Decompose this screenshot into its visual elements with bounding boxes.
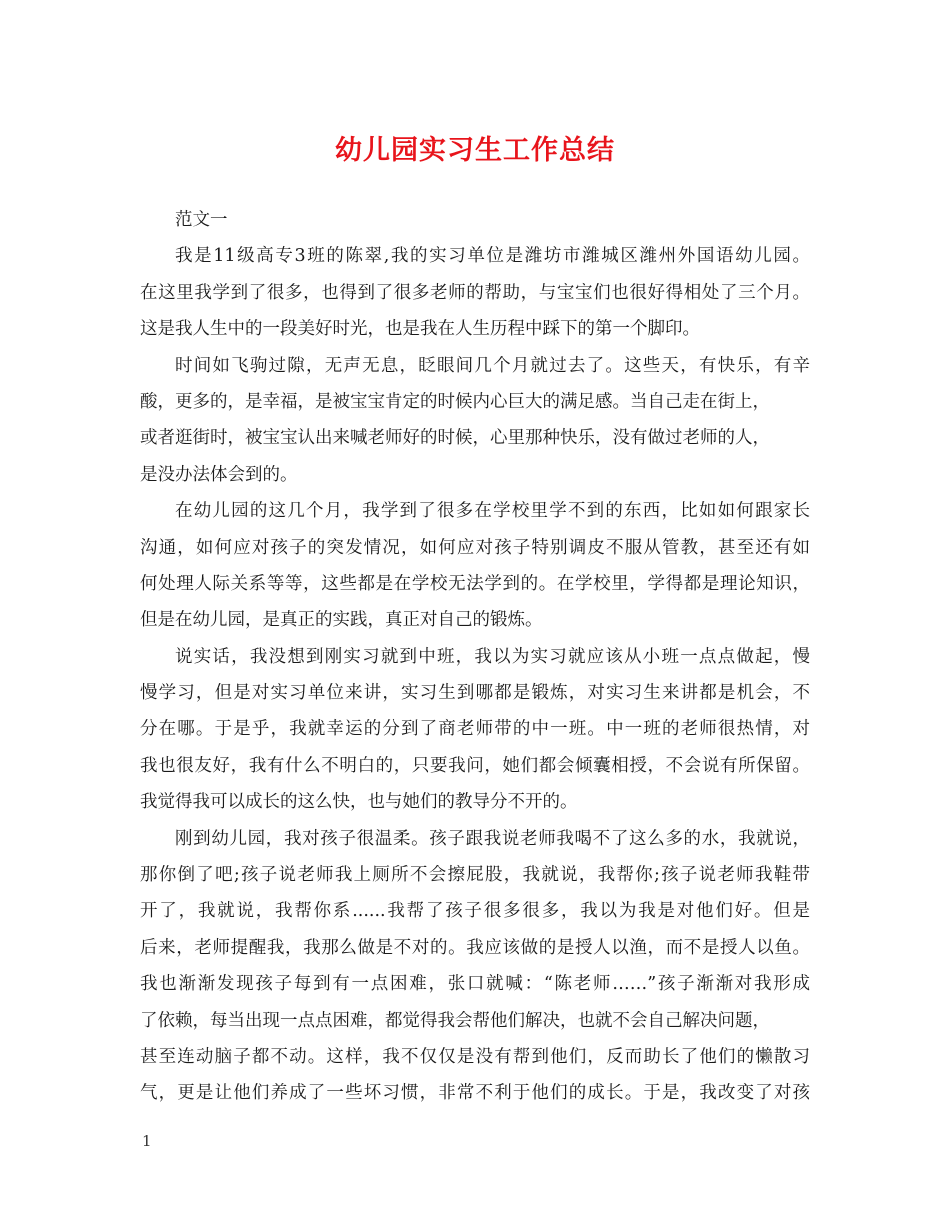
- text-line: 这是我人生中的一段美好时光，也是我在人生历程中踩下的第一个脚印。: [140, 319, 700, 340]
- document-title: 幼儿园实习生工作总结: [335, 135, 615, 166]
- text-line: 了依赖，每当出现一点点困难，都觉得我会帮他们解决，也就不会自己解决问题，: [140, 1010, 770, 1031]
- text-line: 那你倒了吧;孩子说老师我上厕所不会擦屁股，我就说，我帮你;孩子说老师我鞋带: [140, 865, 810, 886]
- text-line: 气，更是让他们养成了一些坏习惯，非常不利于他们的成长。于是，我改变了对孩: [140, 1083, 810, 1104]
- text-line: 范文一: [175, 210, 228, 230]
- text-line: 开了，我就说，我帮你系......我帮了孩子很多很多，我以为我是对他们好。但是: [140, 901, 810, 922]
- text-line: 慢学习，但是对实习单位来讲，实习生到哪都是锻炼，对实习生来讲都是机会，不: [140, 683, 810, 704]
- text-line: 我觉得我可以成长的这么快，也与她们的教导分不开的。: [140, 792, 578, 813]
- page-number: 1: [142, 1132, 152, 1150]
- text-line: 我也很友好，我有什么不明白的，只要我问，她们都会倾囊相授，不会说有所保留。: [140, 755, 810, 776]
- text-line: 我是11级高专3班的陈翠,我的实习单位是潍坊市潍城区潍州外国语幼儿园。: [175, 246, 810, 267]
- text-line: 在这里我学到了很多，也得到了很多老师的帮助，与宝宝们也很好得相处了三个月。: [140, 282, 810, 303]
- text-line: 我也渐渐发现孩子每到有一点困难，张口就喊：“陈老师……”孩子渐渐对我形成: [140, 974, 810, 995]
- text-line: 酸，更多的，是幸福，是被宝宝肯定的时候内心巨大的满足感。当自己走在街上，: [140, 391, 770, 412]
- text-line: 是没办法体会到的。: [140, 464, 298, 485]
- text-line: 在幼儿园的这几个月，我学到了很多在学校里学不到的东西，比如如何跟家长: [175, 501, 810, 522]
- text-line: 刚到幼儿园，我对孩子很温柔。孩子跟我说老师我喝不了这么多的水，我就说，: [175, 828, 810, 849]
- text-line: 时间如飞驹过隙，无声无息，眨眼间几个月就过去了。这些天，有快乐，有辛: [175, 355, 810, 376]
- text-line: 分在哪。于是乎，我就幸运的分到了商老师带的中一班。中一班的老师很热情，对: [140, 719, 810, 740]
- text-line: 或者逛街时，被宝宝认出来喊老师好的时候，心里那种快乐，没有做过老师的人，: [140, 428, 770, 449]
- text-line: 沟通，如何应对孩子的突发情况，如何应对孩子特别调皮不服从管教，甚至还有如: [140, 537, 810, 558]
- text-line: 甚至连动脑子都不动。这样，我不仅仅是没有帮到他们，反而助长了他们的懒散习: [140, 1046, 810, 1067]
- text-line: 但是在幼儿园，是真正的实践，真正对自己的锻炼。: [140, 610, 543, 631]
- text-line: 说实话，我没想到刚实习就到中班，我以为实习就应该从小班一点点做起，慢: [175, 646, 810, 667]
- text-line: 何处理人际关系等等，这些都是在学校无法学到的。在学校里，学得都是理论知识，: [140, 573, 810, 594]
- document-body: [140, 202, 810, 1112]
- text-line: 后来，老师提醒我，我那么做是不对的。我应该做的是授人以渔，而不是授人以鱼。: [140, 937, 810, 958]
